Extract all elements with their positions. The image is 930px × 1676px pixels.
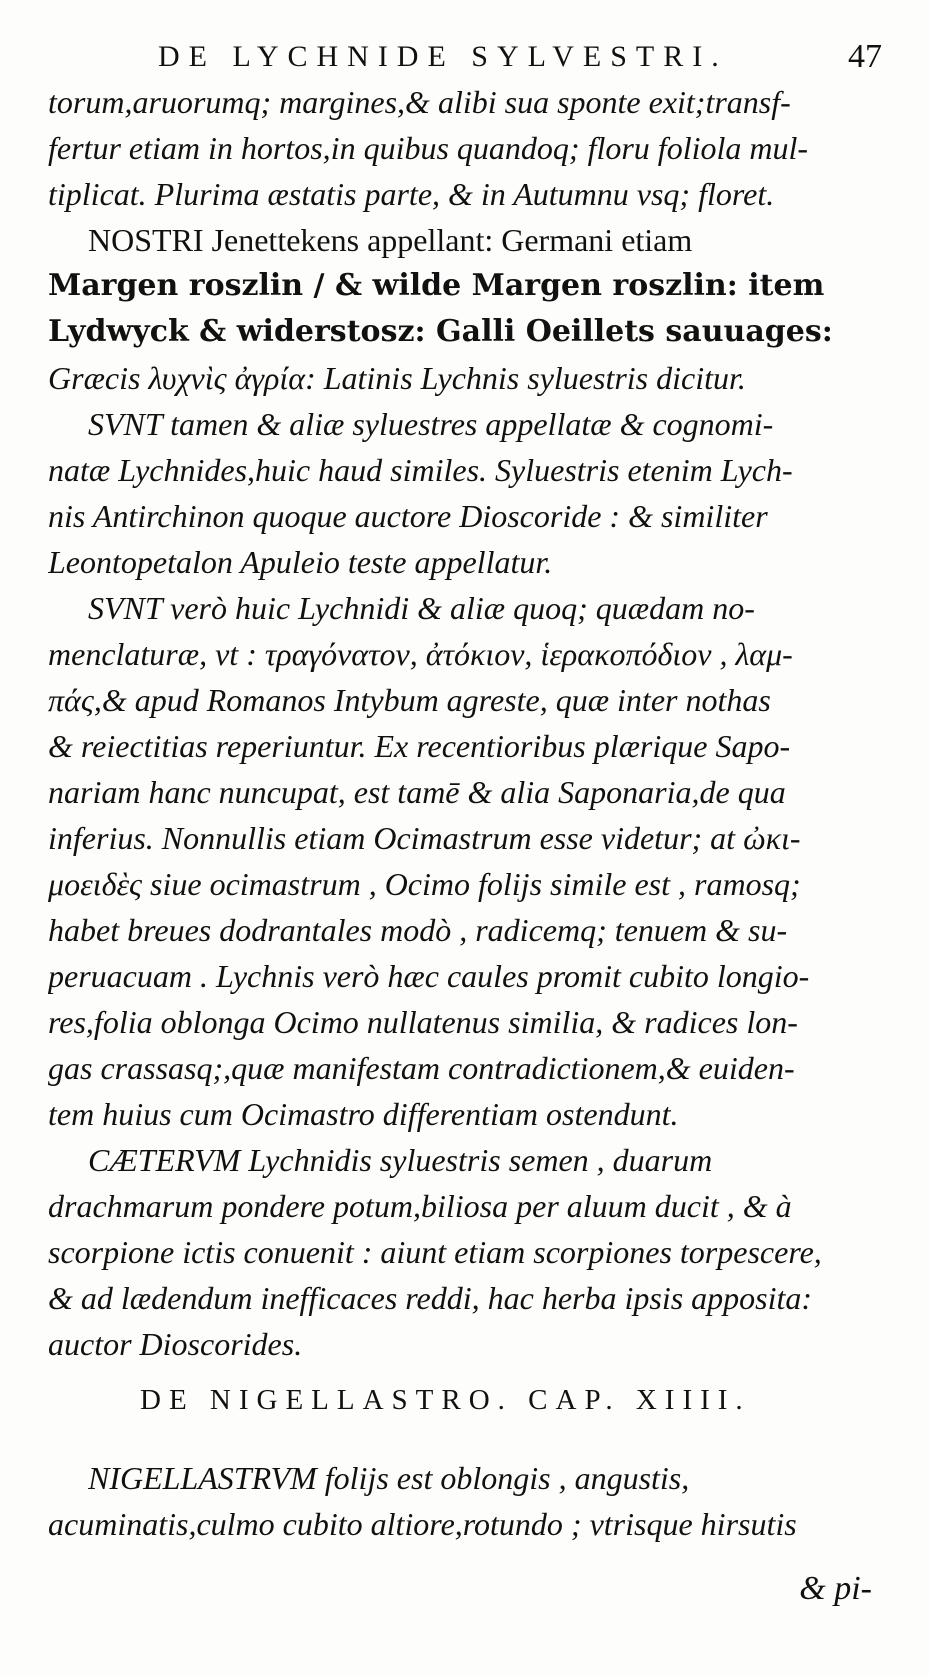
text-line: res,folia oblonga Ocimo nullatenus similia, & radices lon- [48,1004,798,1040]
text-line: Græcis λυχνὶς ἀγρία: Latinis Lychnis syluestris dicitur. [48,360,746,396]
text-line: gas crassasq;,quæ manifestam contradictionem,& euiden- [48,1050,795,1086]
text-line: SVNT tamen & aliæ syluestres appellatæ & cognomi- [88,406,774,442]
text-line: habet breues dodrantales modò , radicemq; tenuem & su- [48,912,788,948]
text-line: NOSTRI Jenettekens appellant: Germani etiam [88,222,693,258]
page-number: 47 [848,38,882,75]
text-line: inferius. Nonnullis etiam Ocimastrum esse videtur; at ὠκι- [48,820,801,856]
text-line: SVNT verò huic Lychnidi & aliæ quoq; quædam no- [88,590,755,626]
text-line: μοειδὲς siue ocimastrum , Ocimo folijs simile est , ramosq; [48,866,801,902]
page-header [40,34,890,84]
text-line: Leontopetalon Apuleio teste appellatur. [48,544,553,580]
text-line: Margen roszlin / & wilde Margen roszlin: item [48,268,825,303]
text-line: natæ Lychnides,huic haud similes. Syluestris etenim Lych- [48,452,793,488]
text-line: drachmarum pondere potum,biliosa per aluum ducit , & à [48,1188,792,1224]
text-line: Lydwyck & widerstosz: Galli Oeillets sauuages: [48,314,833,349]
text-line: menclaturæ, vt : τραγόνατον, ἀτόκιον, ἱερακοπόδιον , λαμ- [48,636,793,672]
text-line: peruacuam . Lychnis verò hæc caules promit cubito longio- [48,958,810,994]
text-line: & reiectitias reperiuntur. Ex recentioribus plærique Sapo- [48,728,791,764]
text-line: tem huius cum Ocimastro differentiam ostendunt. [48,1096,679,1132]
text-line: nis Antirchinon quoque auctore Dioscoride : & similiter [48,498,768,534]
text-line: auctor Dioscorides. [48,1326,303,1362]
text-line: nariam hanc nuncupat, est tamē & alia Saponaria,de qua [48,774,786,810]
text-line: acuminatis,culmo cubito altiore,rotundo ; vtrisque hirsutis [48,1506,797,1542]
running-head: DE LYCHNIDE SYLVESTRI. [158,40,728,73]
text-line: torum,aruorumq; margines,& alibi sua sponte exit;transf- [48,84,791,120]
text-line: CÆTERVM Lychnidis syluestris semen , duarum [88,1142,713,1178]
catchword: & pi- [799,1570,872,1607]
text-line: & ad lædendum inefficaces reddi, hac herba ipsis apposita: [48,1280,813,1316]
chapter-heading: DE NIGELLASTRO. CAP. XIIII. [140,1384,751,1416]
text-line: scorpione ictis conuenit : aiunt etiam scorpiones torpescere, [48,1234,822,1270]
text-line: tiplicat. Plurima æstatis parte, & in Autumnu vsq; floret. [48,176,775,212]
text-line: NIGELLASTRVM folijs est oblongis , angustis, [88,1460,690,1496]
text-line: fertur etiam in hortos,in quibus quandoq; floru foliola mul- [48,130,809,166]
text-line: πάς,& apud Romanos Intybum agreste, quæ inter nothas [48,682,771,718]
